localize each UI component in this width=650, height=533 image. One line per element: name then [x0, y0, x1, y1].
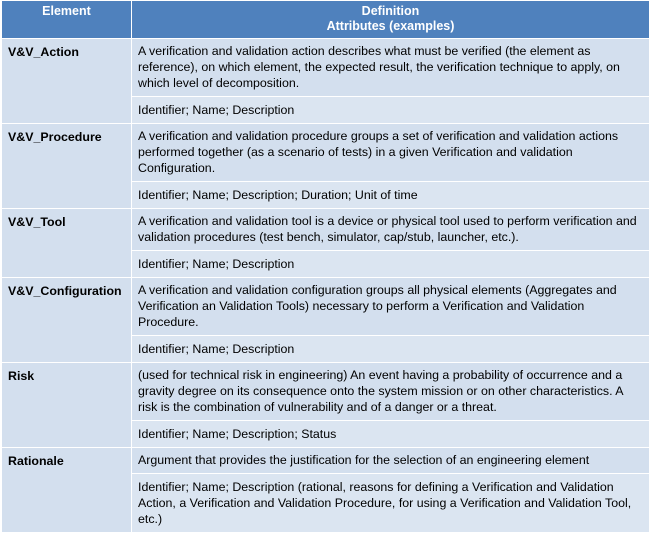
attributes-cell: Identifier; Name; Description (rational, reasons for defining a Verification and Validation Action, a Verification and Validation Procedure, for using a Verification and Validation Tool, etc.) — [132, 474, 650, 533]
header-definition — [132, 1, 650, 39]
attributes-cell: Identifier; Name; Description — [132, 336, 650, 363]
definition-cell: (used for technical risk in engineering) An event having a probability of occurrence and a gravity degree on its consequence onto the system mission or on other characteristics. A risk is the combination of vulnerability and of a danger or a threat. — [132, 363, 650, 421]
definition-cell: A verification and validation procedure groups a set of verification and validation actions performed together (as a scenario of tests) in a given Verification and validation Configuration. — [132, 124, 650, 182]
element-name-cell: V&V_Procedure — [2, 124, 132, 209]
table-row — [2, 363, 650, 421]
definition-cell: A verification and validation configuration groups all physical elements (Aggregates and Verification an Validation Tools) necessary to perform a Verification and Validation Procedure. — [132, 278, 650, 336]
definitions-table — [1, 0, 650, 533]
header-definition-label: Definition — [361, 4, 420, 18]
definition-cell: A verification and validation action describes what must be verified (the element as reference), on which element, the expected result, the verification technique to apply, on which level of decomposition. — [132, 39, 650, 97]
table-row — [2, 278, 650, 336]
table-row — [2, 124, 650, 182]
definition-cell: A verification and validation tool is a device or physical tool used to perform verification and validation procedures (test bench, simulator, cap/stub, launcher, etc.). — [132, 209, 650, 251]
table-row — [2, 448, 650, 474]
element-name-cell: V&V_Tool — [2, 209, 132, 278]
attributes-cell: Identifier; Name; Description — [132, 251, 650, 278]
header-attributes-label: Attributes (examples) — [326, 19, 455, 33]
header-element-label: Element — [42, 4, 91, 18]
attributes-cell: Identifier; Name; Description — [132, 97, 650, 124]
header-element — [2, 1, 132, 39]
attributes-cell: Identifier; Name; Description; Status — [132, 421, 650, 448]
table-row — [2, 39, 650, 97]
attributes-cell: Identifier; Name; Description; Duration; Unit of time — [132, 182, 650, 209]
element-name-cell: Risk — [2, 363, 132, 448]
element-name-cell: V&V_Action — [2, 39, 132, 124]
table-row — [2, 209, 650, 251]
header-row — [2, 1, 650, 39]
definition-cell: Argument that provides the justification for the selection of an engineering element — [132, 448, 650, 474]
element-name-cell: V&V_Configuration — [2, 278, 132, 363]
element-name-cell: Rationale — [2, 448, 132, 533]
